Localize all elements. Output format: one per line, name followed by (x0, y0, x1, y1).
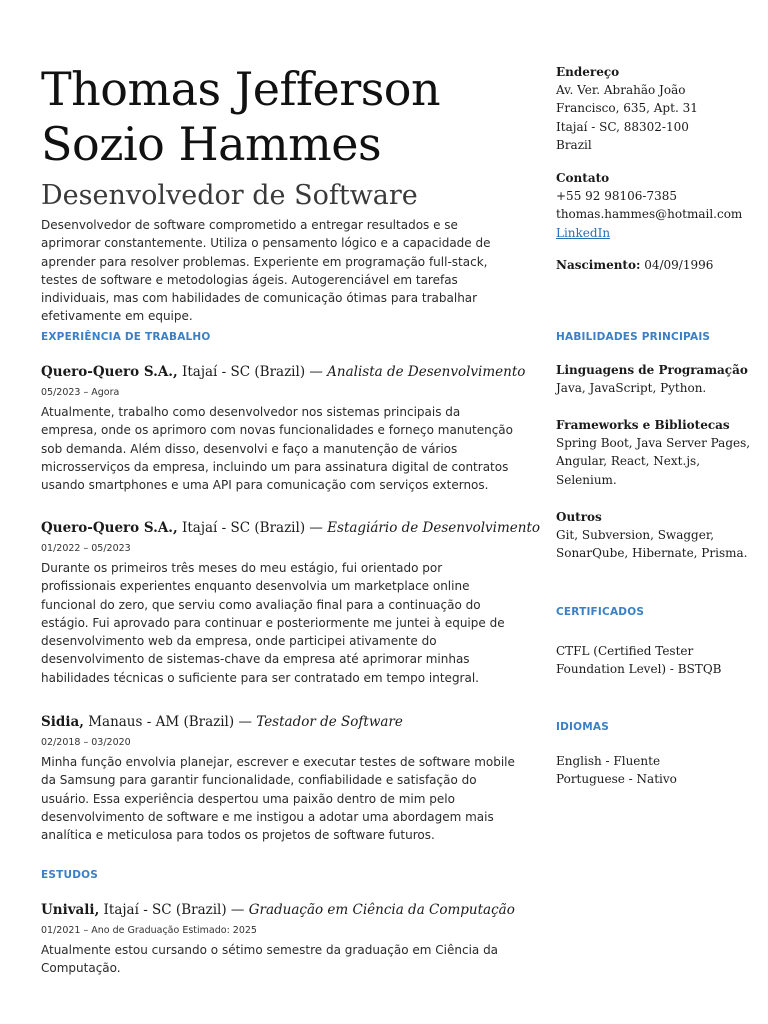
entry-description: Durante os primeiros três meses do meu estágio, fui orientado por profissionais experientes enquanto desenvolvia um marketplace online funcional do zero, que serviu como avaliação final para a continuação do estágio. Fui aprovado para continuar e posteriormente me juntei à equipe de desenvolvimento web da empresa, onde participei ativamente do desenvolvimento de sistemas-chave da empresa até aprimorar minhas habilidades técnicas o suficiente para ser contratado em tempo integral. (41, 561, 505, 685)
candidate-name (41, 62, 521, 172)
section-title-education: ESTUDOS (41, 869, 99, 881)
skill-items: Git, Subversion, Swagger, (556, 528, 715, 542)
certificate-line: CTFL (Certified Tester (556, 644, 694, 658)
birth-label: Nascimento: (556, 258, 641, 273)
job-role: Desenvolvedor de Software (41, 180, 418, 211)
skill-items: Angular, React, Next.js, (556, 454, 701, 469)
contact-block (556, 63, 756, 274)
entry-heading (41, 712, 519, 732)
language-item: Portuguese - Nativo (556, 772, 677, 787)
entry-title: Testador de Software (256, 714, 403, 730)
certificate-line: Foundation Level) - BSTQB (556, 662, 722, 677)
entry-title: Analista de Desenvolvimento (327, 364, 526, 380)
contact-label: Contato (556, 171, 610, 186)
language-block (556, 752, 756, 789)
skill-group (556, 416, 756, 489)
entry-heading (41, 362, 526, 382)
entry-org: Quero-Quero S.A., (41, 520, 178, 536)
address-label: Endereço (556, 65, 620, 79)
name-line-1: Thomas Jefferson (41, 62, 441, 116)
email-address: thomas.hammes@hotmail.com (556, 207, 743, 222)
skill-items: Spring Boot, Java Server Pages, (556, 436, 751, 450)
entry-description: Atualmente estou cursando o sétimo semestre da graduação em Ciência da Computação. (41, 943, 499, 976)
entry-title: Estagiário de Desenvolvimento (327, 520, 541, 536)
address-line: Av. Ver. Abrahão João (556, 83, 686, 97)
entry-heading (41, 518, 541, 538)
entry-description: Atualmente, trabalho como desenvolvedor nos sistemas principais da empresa, onde os aprimoro com novas funcionalidades e forneço manutenção sob demanda. Além disso, desenvolvi e faço a manutenção de vários microsserviços da empresa, incluindo um para assinatura digital de contratos usando smartphones e uma API para comunicação com serviços externos. (41, 405, 513, 493)
address-line: Brazil (556, 137, 592, 152)
experience-entry (41, 712, 519, 844)
skill-group (556, 508, 756, 563)
birth-date (556, 256, 756, 274)
entry-location: Itajaí - SC (Brazil) — (177, 364, 328, 380)
language-item: English - Fluente (556, 754, 661, 768)
entry-org: Sidia, (41, 714, 84, 730)
skill-group-label: Outros (556, 510, 602, 524)
entry-heading (41, 900, 519, 920)
entry-location: Itajaí - SC (Brazil) — (99, 902, 249, 918)
education-entry (41, 900, 519, 978)
entry-date: 01/2022 – 05/2023 (41, 543, 131, 554)
skill-group (556, 361, 756, 397)
entry-date: 02/2018 – 03/2020 (41, 737, 131, 748)
name-line-2: Sozio Hammes (41, 117, 382, 171)
entry-date: 05/2023 – Agora (41, 387, 120, 398)
entry-date: 01/2021 – Ano de Graduação Estimado: 2025 (41, 925, 257, 936)
entry-location: Itajaí - SC (Brazil) — (177, 520, 328, 536)
section-title-experience: EXPERIÊNCIA DE TRABALHO (41, 331, 211, 343)
skill-items: SonarQube, Hibernate, Prisma. (556, 546, 748, 561)
section-title-skills: HABILIDADES PRINCIPAIS (556, 331, 711, 343)
entry-org: Univali, (41, 902, 100, 918)
birth-value: 04/09/1996 (640, 258, 714, 273)
experience-entry (41, 518, 541, 687)
address-line: Itajaí - SC, 88302-100 (556, 119, 689, 134)
experience-entry (41, 362, 526, 494)
entry-title: Graduação em Ciência da Computação (248, 902, 515, 918)
entry-location: Manaus - AM (Brazil) — (83, 714, 257, 730)
certificate-block (556, 642, 756, 679)
skill-items: Selenium. (556, 472, 617, 487)
entry-description: Minha função envolvia planejar, escrever e executar testes de software mobile da Samsung para garantir funcionalidade, confiabilidade e satisfação do usuário. Essa experiência despertou uma paixão dentro de mim pelo desenvolvimento de software e me instigou a adotar uma abordagem mais analítica e meticulosa para todos os projetos de software futuros. (41, 755, 515, 843)
skill-group-label: Linguagens de Programação (556, 363, 748, 377)
linkedin-link[interactable]: LinkedIn (556, 225, 611, 240)
summary: Desenvolvedor de software comprometido a entregar resultados e se aprimorar constantemente. Utiliza o pensamento lógico e a capacidade de aprender para resolver problemas. Experiente em programação full-stack, testes de software e metodologias ágeis. Autogerenciável em tarefas individuais, mas com habilidades de comunicação ótimas para trabalhar efetivamente em equipe. (41, 218, 491, 324)
phone-number: +55 92 98106-7385 (556, 189, 677, 204)
skill-group-label: Frameworks e Bibliotecas (556, 418, 730, 432)
section-title-certificates: CERTIFICADOS (556, 606, 645, 618)
section-title-languages: IDIOMAS (556, 721, 609, 733)
address-line: Francisco, 635, Apt. 31 (556, 101, 698, 116)
entry-org: Quero-Quero S.A., (41, 364, 178, 380)
skill-items: Java, JavaScript, Python. (556, 381, 707, 395)
